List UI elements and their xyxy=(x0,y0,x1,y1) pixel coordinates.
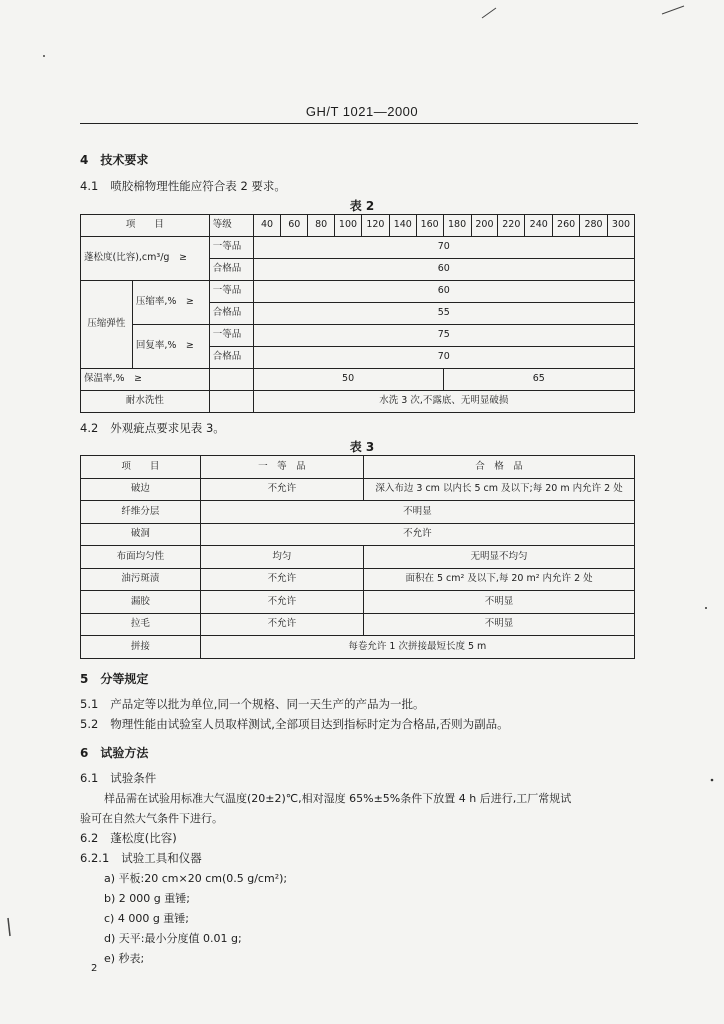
section-title: 分等规定 xyxy=(100,672,149,686)
scan-mark xyxy=(8,918,10,936)
warmth-value-low: 50 xyxy=(253,369,443,391)
qualified-value: 无明显不均匀 xyxy=(364,546,635,569)
clause-text: 喷胶棉物理性能应符合表 2 要求。 xyxy=(110,179,286,193)
bulk-qualified-value: 60 xyxy=(253,259,634,281)
grade-cell: 280 xyxy=(580,215,608,237)
scan-mark xyxy=(482,8,496,18)
list-item: c) 4 000 g 重锤; xyxy=(104,912,190,925)
scan-mark xyxy=(662,6,684,14)
first-class-value: 均匀 xyxy=(200,546,363,569)
grade-cell: 300 xyxy=(607,215,634,237)
document-header: GH/T 1021—2000 xyxy=(305,104,419,119)
bulk-label: 蓬松度(比容),cm³/g ≥ xyxy=(81,237,210,281)
defect-item: 布面均匀性 xyxy=(81,546,201,569)
section-number: 6 xyxy=(80,746,89,760)
defect-item: 油污斑渍 xyxy=(81,568,201,591)
grade-label: 合格品 xyxy=(209,303,253,325)
grade-cell: 220 xyxy=(498,215,525,237)
first-class-value: 不允许 xyxy=(200,478,363,501)
qualified-value: 不明显 xyxy=(364,613,635,636)
compression-rate-label: 压缩率,% ≥ xyxy=(132,281,209,325)
defect-item: 漏胶 xyxy=(81,591,201,614)
item-header: 项 目 xyxy=(81,215,210,237)
defect-item: 纤维分层 xyxy=(81,501,201,524)
scan-mark xyxy=(705,607,707,609)
grade-cell: 260 xyxy=(553,215,580,237)
first-class-value: 不允许 xyxy=(200,568,363,591)
list-item: b) 2 000 g 重锤; xyxy=(104,892,190,905)
defect-item: 破边 xyxy=(81,478,201,501)
clause-text: 产品定等以批为单位,同一个规格、同一天生产的产品为一批。 xyxy=(110,697,425,711)
list-item: d) 天平:最小分度值 0.01 g; xyxy=(104,932,242,945)
grade-label: 一等品 xyxy=(209,281,253,303)
defect-item: 拉毛 xyxy=(81,613,201,636)
grade-cell: 200 xyxy=(471,215,498,237)
section-title: 试验方法 xyxy=(100,746,149,760)
clause-text: 物理性能由试验室人员取样测试,全部项目达到指标时定为合格品,否则为副品。 xyxy=(110,717,509,731)
qualified-value: 面积在 5 cm² 及以下,每 20 m² 内允许 2 处 xyxy=(364,568,635,591)
body-paragraph-line: 验可在自然大气条件下进行。 xyxy=(80,812,223,825)
bulk-first-value: 70 xyxy=(253,237,634,259)
compress-label: 压缩弹性 xyxy=(81,281,133,369)
list-item: a) 平板:20 cm×20 cm(0.5 g/cm²); xyxy=(104,872,288,885)
section-number: 4 xyxy=(80,153,89,167)
grade-cell: 240 xyxy=(525,215,553,237)
qualified-value: 深入布边 3 cm 以内长 5 cm 及以下;每 20 m 内允许 2 处 xyxy=(364,478,635,501)
clause-number: 6.1 xyxy=(80,771,99,785)
grade-label: 一等品 xyxy=(209,237,253,259)
defect-item: 拼接 xyxy=(81,636,201,659)
clause-text: 试验条件 xyxy=(110,771,157,785)
grade-cell: 160 xyxy=(416,215,443,237)
table-3-caption: 表 3 xyxy=(349,440,375,454)
col-item-header: 项 目 xyxy=(81,456,201,479)
merged-value: 每卷允许 1 次拼接最短长度 5 m xyxy=(200,636,634,659)
clause-number: 6.2.1 xyxy=(80,851,110,865)
col-qualified-header: 合 格 品 xyxy=(364,456,635,479)
clause-text: 试验工具和仪器 xyxy=(121,851,202,865)
col-first-header: 一 等 品 xyxy=(200,456,363,479)
grade-cell: 140 xyxy=(389,215,416,237)
grade-cell: 180 xyxy=(443,215,471,237)
page-number: 2 xyxy=(91,963,98,974)
clause-number: 4.1 xyxy=(80,179,99,193)
scan-mark xyxy=(43,55,45,57)
grade-label: 一等品 xyxy=(209,325,253,347)
compression-first-value: 60 xyxy=(253,281,634,303)
grade-label: 合格品 xyxy=(209,259,253,281)
clause-number: 5.2 xyxy=(80,717,99,731)
grade-cell: 80 xyxy=(308,215,335,237)
clause-number: 4.2 xyxy=(80,421,99,435)
table-2-caption: 表 2 xyxy=(349,199,375,213)
qualified-value: 不明显 xyxy=(364,591,635,614)
section-number: 5 xyxy=(80,672,89,686)
wash-value: 水洗 3 次,不露底、无明显破损 xyxy=(253,391,634,413)
recovery-qualified-value: 70 xyxy=(253,347,634,369)
merged-value: 不允许 xyxy=(200,523,634,546)
clause-number: 5.1 xyxy=(80,697,99,711)
list-item: e) 秒表; xyxy=(104,952,145,965)
clause-text: 蓬松度(比容) xyxy=(110,831,177,845)
grade-cell: 60 xyxy=(281,215,308,237)
grade-header: 等级 xyxy=(209,215,253,237)
warmth-label: 保温率,% ≥ xyxy=(81,369,210,391)
first-class-value: 不允许 xyxy=(200,613,363,636)
clause-text: 外观疵点要求见表 3。 xyxy=(110,421,225,435)
merged-value: 不明显 xyxy=(200,501,634,524)
recovery-rate-label: 回复率,% ≥ xyxy=(132,325,209,369)
clause-number: 6.2 xyxy=(80,831,99,845)
grade-label: 合格品 xyxy=(209,347,253,369)
defect-item: 破洞 xyxy=(81,523,201,546)
grade-cell: 40 xyxy=(253,215,281,237)
section-title: 技术要求 xyxy=(100,153,149,167)
warmth-value-high: 65 xyxy=(443,369,634,391)
scan-mark xyxy=(711,779,714,782)
grade-cell: 100 xyxy=(335,215,362,237)
wash-label: 耐水洗性 xyxy=(81,391,210,413)
body-paragraph-line: 样品需在试验用标准大气温度(20±2)℃,相对湿度 65%±5%条件下放置 4 h 后进行,工厂常规试 xyxy=(104,792,572,805)
recovery-first-value: 75 xyxy=(253,325,634,347)
first-class-value: 不允许 xyxy=(200,591,363,614)
grade-cell: 120 xyxy=(361,215,389,237)
compression-qualified-value: 55 xyxy=(253,303,634,325)
